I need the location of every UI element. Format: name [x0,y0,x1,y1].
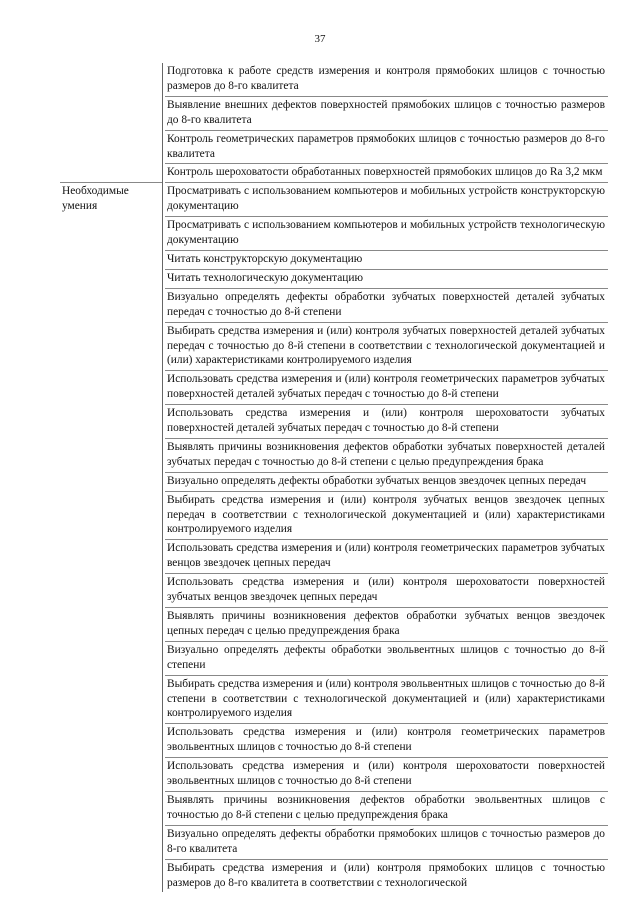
table-row: Просматривать с использованием компьютеров и мобильных устройств конструкторскую документацию [165,183,608,217]
row-divider [60,182,162,183]
table-row: Выбирать средства измерения и (или) контроля зубчатых поверхностей деталей зубчатых передач с точностью до 8-й степени в соответствии с технологической документацией и (или) характеристиками контролируемого изделия [165,323,608,372]
table-row: Использовать средства измерения и (или) контроля шероховатости поверхностей эвольвентных шлицов с точностью до 8-й степени [165,758,608,792]
column-divider [162,63,163,892]
table-row: Выбирать средства измерения и (или) контроля зубчатых венцов звездочек цепных передач в соответствии с технологической документацией и (или) характеристиками контролируемого изделия [165,492,608,541]
table-row: Читать конструкторскую документацию [165,251,608,270]
table-row: Подготовка к работе средств измерения и контроля прямобоких шлицов с точностью размеров до 8-го квалитета [165,63,608,97]
table-row: Визуально определять дефекты обработки зубчатых венцов звездочек цепных передач [165,473,608,492]
table-row: Использовать средства измерения и (или) контроля шероховатости поверхностей зубчатых венцов звездочек цепных передач [165,574,608,608]
table-row: Использовать средства измерения и (или) контроля шероховатости зубчатых поверхностей деталей зубчатых передач с точностью до 8-й степени [165,405,608,439]
table-row: Выявлять причины возникновения дефектов обработки эвольвентных шлицов с точностью до 8-й степени с целью предупреждения брака [165,792,608,826]
table-row: Выбирать средства измерения и (или) контроля прямобоких шлицов с точностью размеров до 8-го квалитета в соответствии с технологической [167,861,605,889]
table-row: Визуально определять дефекты обработки зубчатых поверхностей деталей зубчатых передач с точностью до 8-й степени [165,289,608,323]
table-row: Читать технологическую документацию [165,270,608,289]
table-row: Использовать средства измерения и (или) контроля геометрических параметров зубчатых венцов звездочек цепных передач [165,540,608,574]
table-row: Использовать средства измерения и (или) контроля геометрических параметров эвольвентных шлицов с точностью до 8-й степени [165,724,608,758]
page-number: 37 [314,33,326,45]
table-row: Выявление внешних дефектов поверхностей прямобоких шлицов с точностью размеров до 8-го квалитета [165,97,608,131]
section-label: Необходимые умения [62,185,129,212]
table-row: Выявлять причины возникновения дефектов обработки зубчатых венцов звездочек цепных передач с целью предупреждения брака [165,608,608,642]
table-row: Просматривать с использованием компьютеров и мобильных устройств технологическую документацию [165,217,608,251]
table-row: Использовать средства измерения и (или) контроля геометрических параметров зубчатых поверхностей деталей зубчатых передач с точностью до 8-й степени [165,371,608,405]
table-row: Контроль геометрических параметров прямобоких шлицов с точностью размеров до 8-го квалитета [165,131,608,165]
skills-table [60,63,608,892]
table-row: Визуально определять дефекты обработки эвольвентных шлицов с точностью до 8-й степени [165,642,608,676]
table-row: Выбирать средства измерения и (или) контроля эвольвентных шлицов с точностью до 8-й степени в соответствии с технологической документацией и (или) характеристиками контролируемого изделия [165,676,608,725]
table-row: Контроль шероховатости обработанных поверхностей прямобоких шлицов до Ra 3,2 мкм [165,164,608,183]
table-row: Выявлять причины возникновения дефектов обработки зубчатых поверхностей деталей зубчатых передач с точностью до 8-й степени с целью предупреждения брака [165,439,608,473]
table-row: Визуально определять дефекты обработки прямобоких шлицов с точностью размеров до 8-го квалитета [165,826,608,860]
